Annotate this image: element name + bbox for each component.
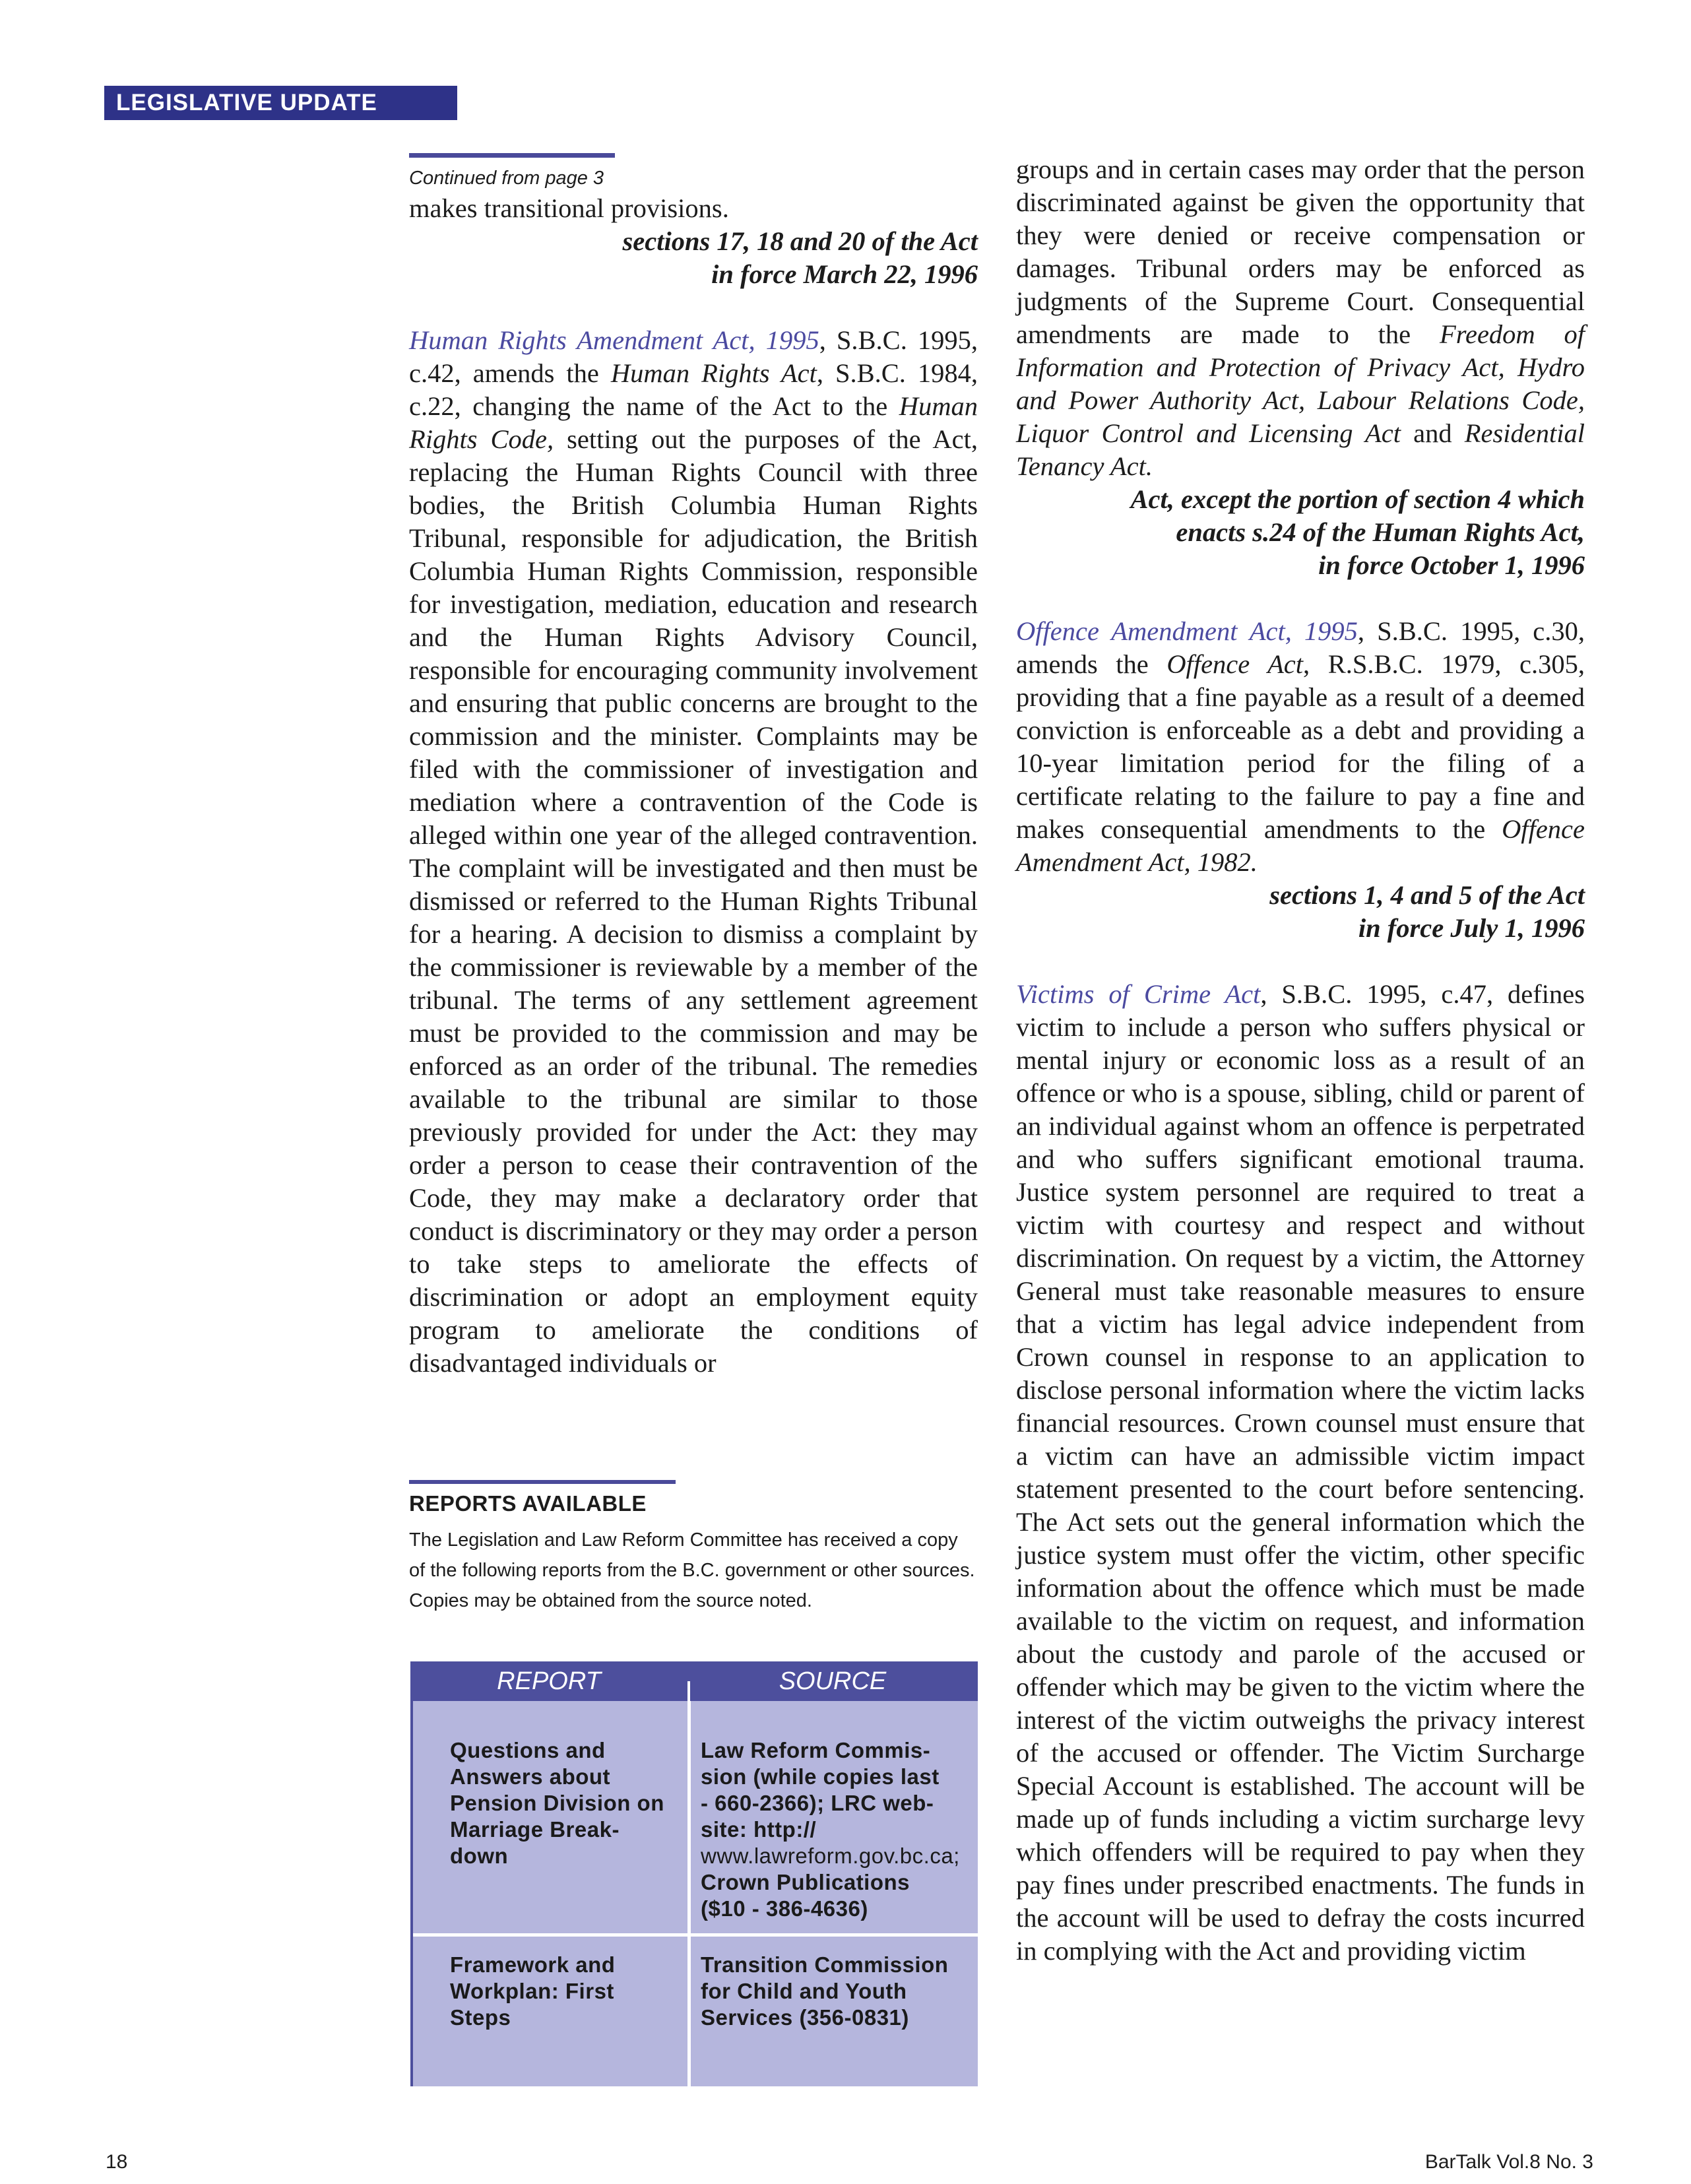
human-rights-body-1: , S.B.C. 1995, c.42, amends the xyxy=(409,325,978,388)
offence-act-title: Offence Amendment Act, 1995 xyxy=(1016,616,1358,646)
publication-footer: BarTalk Vol.8 No. 3 xyxy=(1424,2151,1593,2173)
human-rights-body-3: setting out the purposes of the Act, replacing the Human Rights Council with three bodies, the British Columbia Human Rights Tribunal, responsible for adjudication, the British Columbia Human Rights Commission, responsible for investigation, mediation, education and research and the Human Rights Advisory Council, responsible for encouraging community involvement and ensuring that public concerns are brought to the commission and the minister. Complaints may be filed with the commissioner of investigation and mediation where a contravention of the Code is alleged within one year of the alleged contravention. The complaint will be investigated and then must be dismissed or referred to the Human Rights Tribunal for a hearing. A decision to dismiss a complaint by the commissioner is reviewable by a member of the tribunal. The terms of any settlement agreement must be provided to the commission and may be enforced as an order of the tribunal. The remedies available to the tribunal are similar to those previously provided for under the Act: they may order a person to cease their contravention of the Code, they may make a declaratory order that conduct is discriminatory or they may order a person to take steps to ameliorate the effects of discrimination or adopt an employment equity program to ameliorate the conditions of disadvantaged individuals or xyxy=(409,424,978,1378)
hr-inforce-line-1: Act, except the portion of section 4 which xyxy=(1130,484,1585,514)
intro-inforce-line-2: in force March 22, 1996 xyxy=(711,259,978,289)
table-row-2-report: Framework and Workplan: First Steps xyxy=(450,1952,616,2030)
reports-table xyxy=(410,1661,978,2086)
hr-inforce-line-2: enacts s.24 of the Human Rights Act, xyxy=(1176,517,1585,547)
offence-amended-act: Offence Amendment Act, 1982. xyxy=(1016,814,1585,877)
reports-rule xyxy=(409,1480,676,1484)
column-header-report: REPORT xyxy=(497,1667,601,1695)
intro-inforce-line-1: sections 17, 18 and 20 of the Act xyxy=(622,226,978,256)
reports-intro: The Legislation and Law Reform Committee has received a copy of the following reports from the B.C. government or other sources. Copies may be obtained from the source noted. xyxy=(409,1529,975,1611)
page-number: 18 xyxy=(106,2151,128,2173)
human-rights-act-title: Human Rights Amendment Act, 1995 xyxy=(409,325,819,355)
section-label: LEGISLATIVE UPDATE xyxy=(116,90,377,115)
human-rights-cited-act: Human Rights Act xyxy=(610,358,817,388)
consequential-acts: Freedom of Information and Protection of Privacy Act, Hydro and Power Authority Act, Labour Relations Code, Liquor Control and Licensing Act xyxy=(1016,319,1585,448)
victims-paragraph: Victims of Crime Act, S.B.C. 1995, c.47, defines victim to include a person who suffers physical or mental injury or economic loss as a result of an offence or who is a spouse, sibling, child or parent of an individual against whom an offence is perpetrated and who suffers significant emotional trauma. Justice system personnel are required to treat a victim with courtesy and respect and without discrimination. On request by a victim, the Attorney General must take reasonable measures to ensure that a victim has legal advice independent from Crown counsel in response to an application to disclose personal information where the victim lacks financial resources. Crown counsel must ensure that a victim can have an admissible victim impact statement presented to the court before sentencing. The Act sets out the general information which the justice system must offer the victim, other specific information about the offence which must be made available to the victim on request, and information about the custody and parole of the accused or offender which may be given to the victim where the interest of the victim outweighs the privacy interest of the accused or offender. The Victim Surcharge Special Account is established. The account will be made up of funds including a victim surcharge levy which offenders will be required to pay when they pay fines under prescribed enactments. The funds in the account will be used to defray the costs incurred in complying with the Act and providing victim xyxy=(1016,979,1585,1966)
offence-cited-act: Offence Act xyxy=(1166,649,1304,679)
left-column xyxy=(409,153,978,1380)
human-rights-paragraph xyxy=(409,324,978,1380)
table-row-1-report: Questions and Answers about Pension Division on Marriage Break- down xyxy=(450,1738,664,1868)
human-rights-new-name: Human Rights Code, xyxy=(409,391,978,454)
section-header-bar xyxy=(104,86,457,120)
reports-title: REPORTS AVAILABLE xyxy=(409,1491,647,1516)
table-row-2-source: Transition Commission for Child and Youth Services (356-0831) xyxy=(701,1952,949,2030)
offence-inforce-line-2: in force July 1, 1996 xyxy=(1358,913,1585,943)
human-rights-body-2: , S.B.C. 1984, c.22, changing the name of the Act to the xyxy=(409,358,978,421)
residential-tenancy-act: Residential Tenancy Act. xyxy=(1016,418,1585,481)
column-header-source: SOURCE xyxy=(779,1667,887,1695)
reports-section xyxy=(409,1480,978,1616)
continued-note: Continued from page 3 xyxy=(409,168,604,189)
human-rights-continuation: groups and in certain cases may order that the person discriminated against be given the opportunity that they were denied or receive compensation or damages. Tribunal orders may be enforced as judgments of the Supreme Court. Consequential amendments are made to the Freedom of Information and Protection of Privacy Act, Hydro and Power Authority Act, Labour Relations Code, Liquor Control and Licensing Act and Residential Tenancy Act. xyxy=(1016,154,1585,481)
right-column xyxy=(1016,153,1585,1968)
continued-rule xyxy=(409,153,615,158)
hr-inforce-line-3: in force October 1, 1996 xyxy=(1318,550,1585,580)
victims-act-title: Victims of Crime Act xyxy=(1016,979,1261,1009)
offence-inforce-line-1: sections 1, 4 and 5 of the Act xyxy=(1269,880,1585,910)
offence-paragraph: Offence Amendment Act, 1995, S.B.C. 1995, c.30, amends the Offence Act, R.S.B.C. 1979, c.305, providing that a fine payable as a result of a deemed conviction is enforceable as a debt and providing a 10-year limitation period for the filing of a certificate relating to the failure to pay a fine and makes consequential amendments to the Offence Amendment Act, 1982. xyxy=(1016,616,1585,877)
intro-text: makes transitional provisions. xyxy=(409,193,729,223)
table-row-1-source: Law Reform Commis- sion (while copies last - 660-2366); LRC web- site: http:// www.lawreform.gov.bc.ca; Crown Publications ($10 - 386-4636) xyxy=(701,1738,960,1921)
